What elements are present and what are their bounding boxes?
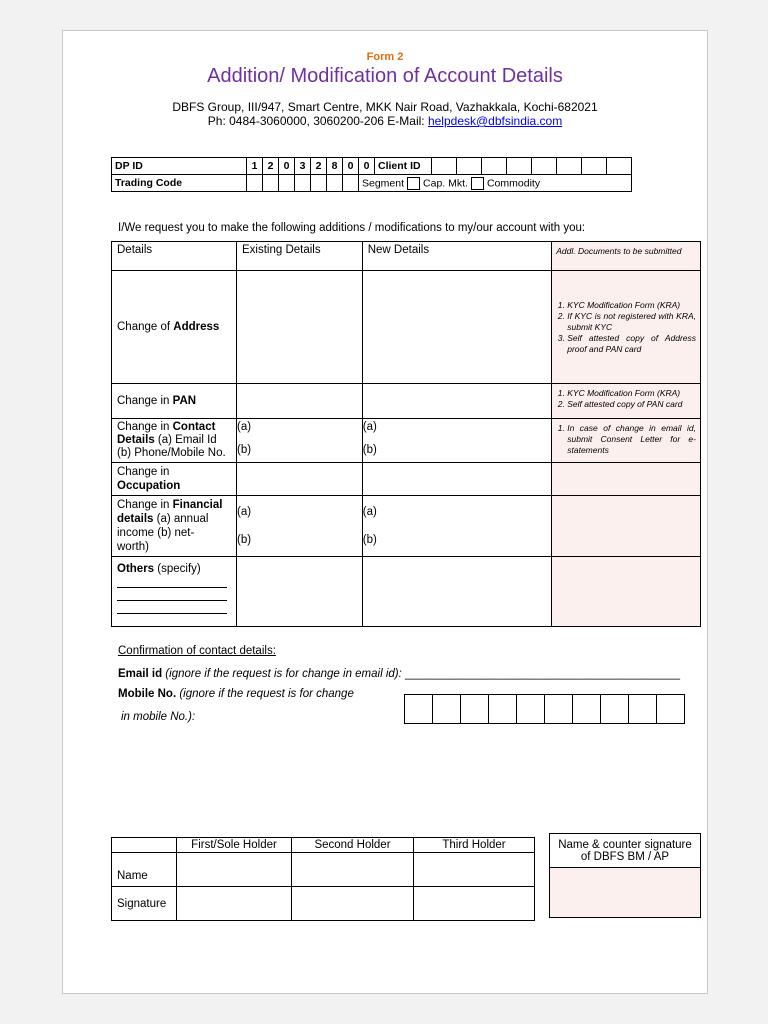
form-page bbox=[62, 30, 708, 994]
existing-financial-cell[interactable]: (a) (b) bbox=[236, 496, 362, 557]
trading-code-box[interactable] bbox=[263, 175, 279, 192]
confirmation-heading: Confirmation of contact details: bbox=[118, 645, 276, 657]
mobile-label: Mobile No. bbox=[118, 688, 177, 700]
label-change-occupation: Change in Occupation bbox=[112, 463, 237, 496]
trading-code-box[interactable] bbox=[327, 175, 343, 192]
name-row bbox=[112, 853, 535, 887]
client-id-box[interactable] bbox=[507, 158, 532, 175]
dp-id-digit: 0 bbox=[279, 158, 295, 175]
label-change-address: Change of Address bbox=[112, 271, 237, 384]
mobile-digit-box[interactable] bbox=[405, 695, 433, 724]
ap-signature-area[interactable] bbox=[550, 868, 701, 918]
mobile-digit-box[interactable] bbox=[489, 695, 517, 724]
doc-item: 1. KYC Modification Form (KRA) bbox=[567, 388, 696, 399]
cap-mkt-label: Cap. Mkt. bbox=[423, 176, 468, 189]
client-id-box[interactable] bbox=[457, 158, 482, 175]
docs-financial bbox=[552, 496, 701, 557]
signature-row bbox=[112, 887, 535, 921]
row-occupation bbox=[112, 463, 701, 496]
phone-text: Ph: 0484-3060000, 3060200-206 E-Mail: bbox=[207, 114, 428, 128]
mobile-digit-box[interactable] bbox=[545, 695, 573, 724]
second-holder-name[interactable] bbox=[292, 853, 414, 887]
mobile-note-continued: in mobile No.): bbox=[121, 711, 196, 723]
client-id-box[interactable] bbox=[432, 158, 457, 175]
ap-signature-label: Name & counter signature of DBFS BM / AP bbox=[550, 834, 701, 868]
label-change-pan: Change in PAN bbox=[112, 384, 237, 419]
mobile-digit-box[interactable] bbox=[461, 695, 489, 724]
row-label-signature: Signature bbox=[112, 887, 177, 921]
header-first-holder: First/Sole Holder bbox=[177, 838, 292, 853]
client-id-box[interactable] bbox=[607, 158, 632, 175]
mobile-note: (ignore if the request is for change bbox=[176, 688, 354, 700]
label-change-financial: Change in Financial details (a) annual income (b) net- worth) bbox=[112, 496, 237, 557]
doc-item: 2. Self attested copy of PAN card bbox=[567, 399, 696, 410]
row-others bbox=[112, 557, 701, 627]
ap-signature-box bbox=[549, 833, 701, 918]
trading-code-row bbox=[112, 175, 632, 192]
contact-line bbox=[63, 114, 707, 128]
company-address bbox=[63, 100, 707, 128]
email-confirm-line bbox=[118, 668, 680, 680]
docs-contact bbox=[552, 419, 701, 463]
trading-code-label: Trading Code bbox=[112, 175, 247, 192]
form-number: Form 2 bbox=[366, 51, 404, 63]
header-docs: Addl. Documents to be submitted bbox=[552, 242, 701, 271]
request-text: I/We request you to make the following additions / modifications to my/our account with you: bbox=[118, 222, 586, 234]
row-financial bbox=[112, 496, 701, 557]
mobile-digit-box[interactable] bbox=[573, 695, 601, 724]
label-others: Others (specify) bbox=[112, 557, 237, 627]
trading-code-box[interactable] bbox=[279, 175, 295, 192]
email-blank[interactable]: ___________________________________________ bbox=[405, 668, 681, 680]
third-holder-name[interactable] bbox=[414, 853, 535, 887]
mobile-digit-box[interactable] bbox=[601, 695, 629, 724]
existing-occupation-cell[interactable] bbox=[236, 463, 362, 496]
dp-id-row bbox=[112, 158, 632, 175]
row-address bbox=[112, 271, 701, 384]
email-label: Email id bbox=[118, 668, 163, 680]
email-note: (ignore if the request is for change in email id): bbox=[162, 668, 406, 680]
header-third-holder: Third Holder bbox=[414, 838, 535, 853]
new-others-cell[interactable] bbox=[362, 557, 552, 627]
doc-item: 1. In case of change in email id, submit Consent Letter for e-statements bbox=[567, 423, 696, 456]
docs-occupation bbox=[552, 463, 701, 496]
mobile-number-boxes bbox=[404, 694, 685, 724]
holder-signature-table bbox=[111, 837, 535, 921]
dp-id-digit: 3 bbox=[295, 158, 311, 175]
mobile-digit-box[interactable] bbox=[657, 695, 685, 724]
second-holder-signature[interactable] bbox=[292, 887, 414, 921]
dp-id-digit: 2 bbox=[311, 158, 327, 175]
header-existing: Existing Details bbox=[236, 242, 362, 271]
commodity-label: Commodity bbox=[486, 176, 541, 189]
segment-cell bbox=[359, 175, 632, 192]
header-new: New Details bbox=[362, 242, 552, 271]
table-header-row bbox=[112, 242, 701, 271]
mobile-digit-box[interactable] bbox=[517, 695, 545, 724]
existing-others-cell[interactable] bbox=[236, 557, 362, 627]
mobile-digit-box[interactable] bbox=[433, 695, 461, 724]
segment-label: Segment bbox=[362, 176, 405, 189]
new-contact-cell[interactable]: (a) (b) bbox=[362, 419, 552, 463]
dp-id-digit: 2 bbox=[263, 158, 279, 175]
row-label-name: Name bbox=[112, 853, 177, 887]
row-contact bbox=[112, 419, 701, 463]
label-change-contact: Change in Contact Details (a) Email Id (b) Phone/Mobile No. bbox=[112, 419, 237, 463]
dp-id-label: DP ID bbox=[112, 158, 247, 175]
modification-table bbox=[111, 241, 701, 627]
doc-item: 1. KYC Modification Form (KRA) bbox=[567, 300, 696, 311]
client-id-box[interactable] bbox=[582, 158, 607, 175]
client-id-box[interactable] bbox=[482, 158, 507, 175]
dp-id-digit: 0 bbox=[343, 158, 359, 175]
doc-item: 3. Self attested copy of Address proof and PAN card bbox=[567, 333, 696, 355]
others-blank-line[interactable] bbox=[117, 575, 227, 588]
docs-others bbox=[552, 557, 701, 627]
dp-id-digit: 0 bbox=[359, 158, 375, 175]
client-id-box[interactable] bbox=[557, 158, 582, 175]
existing-pan-cell[interactable] bbox=[236, 384, 362, 419]
commodity-checkbox[interactable] bbox=[471, 177, 484, 190]
doc-item: 2. If KYC is not registered with KRA, submit KYC bbox=[567, 311, 696, 333]
holder-header-row bbox=[112, 838, 535, 853]
third-holder-signature[interactable] bbox=[414, 887, 535, 921]
trading-code-box[interactable] bbox=[311, 175, 327, 192]
mobile-confirm-line bbox=[118, 688, 354, 700]
row-pan bbox=[112, 384, 701, 419]
trading-code-box[interactable] bbox=[343, 175, 359, 192]
new-pan-cell[interactable] bbox=[362, 384, 552, 419]
dp-id-digit: 1 bbox=[247, 158, 263, 175]
header-second-holder: Second Holder bbox=[292, 838, 414, 853]
first-holder-signature[interactable] bbox=[177, 887, 292, 921]
email-link[interactable]: helpdesk@dbfsindia.com bbox=[427, 114, 563, 128]
client-id-box[interactable] bbox=[532, 158, 557, 175]
cap-mkt-checkbox[interactable] bbox=[407, 177, 420, 190]
docs-address bbox=[552, 271, 701, 384]
others-blank-line[interactable] bbox=[117, 601, 227, 614]
existing-address-cell[interactable] bbox=[236, 271, 362, 384]
others-blank-line[interactable] bbox=[117, 588, 227, 601]
header-details: Details bbox=[112, 242, 237, 271]
mobile-digit-box[interactable] bbox=[629, 695, 657, 724]
form-title: Addition/ Modification of Account Details bbox=[207, 65, 563, 87]
existing-contact-cell[interactable]: (a) (b) bbox=[236, 419, 362, 463]
new-financial-cell[interactable]: (a) (b) bbox=[362, 496, 552, 557]
trading-code-box[interactable] bbox=[295, 175, 311, 192]
new-address-cell[interactable] bbox=[362, 271, 552, 384]
address-line: DBFS Group, III/947, Smart Centre, MKK Nair Road, Vazhakkala, Kochi-682021 bbox=[172, 100, 598, 114]
new-occupation-cell[interactable] bbox=[362, 463, 552, 496]
corner-cell bbox=[112, 838, 177, 853]
account-id-table bbox=[111, 157, 632, 192]
docs-pan bbox=[552, 384, 701, 419]
client-id-label: Client ID bbox=[375, 158, 432, 175]
trading-code-box[interactable] bbox=[247, 175, 263, 192]
first-holder-name[interactable] bbox=[177, 853, 292, 887]
dp-id-digit: 8 bbox=[327, 158, 343, 175]
